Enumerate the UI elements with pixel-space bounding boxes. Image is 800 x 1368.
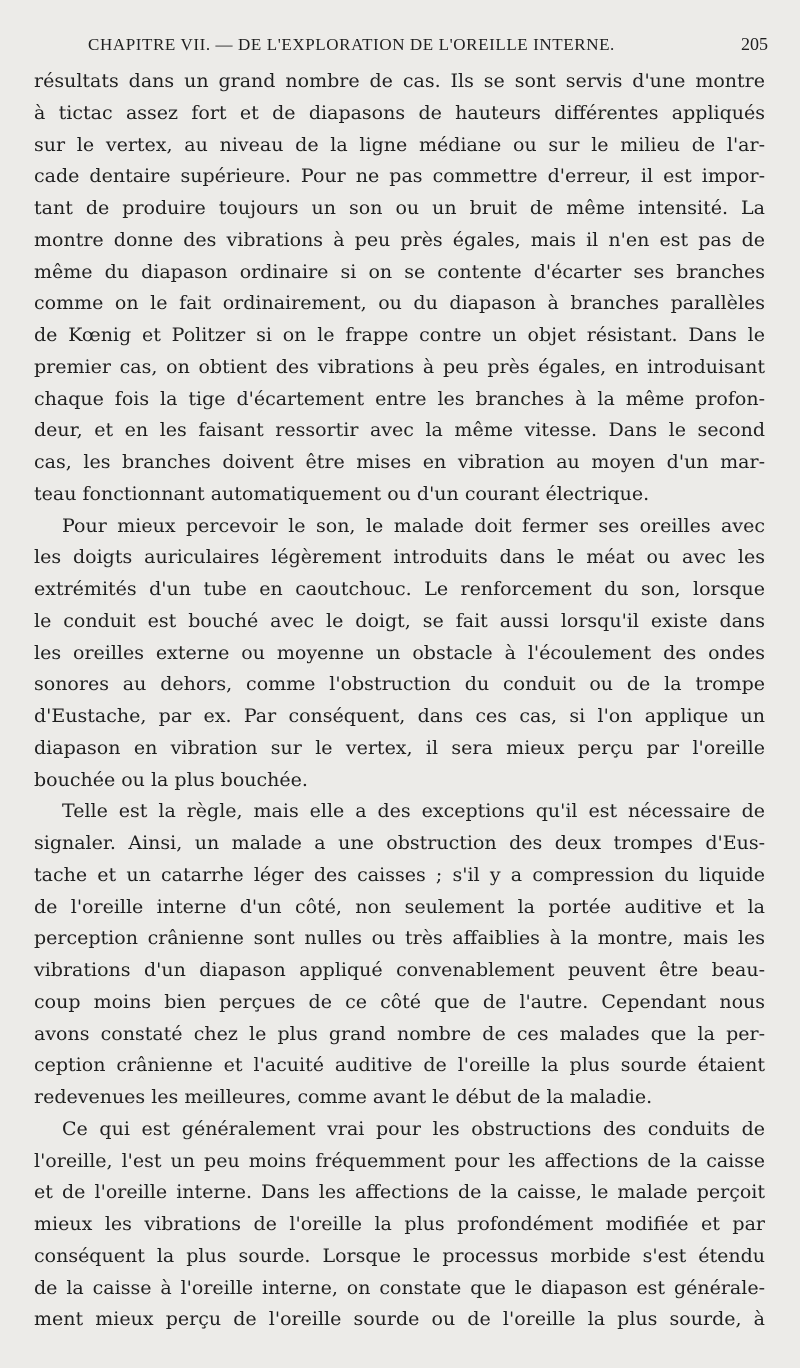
text-line: de l'oreille interne d'un côté, non seulement la portée auditive et la [34, 895, 765, 918]
text-line: comme on le fait ordinairement, ou du diapason à branches parallèles [34, 292, 765, 315]
text-line: signaler. Ainsi, un malade a une obstruction des deux trompes d'Eus- [34, 832, 765, 854]
text-line: Telle est la règle, mais elle a des exceptions qu'il est nécessaire de [62, 800, 765, 823]
text-line: conséquent la plus sourde. Lorsque le processus morbide s'est étendu [34, 1244, 765, 1267]
text-line: ment mieux perçu de l'oreille sourde ou de l'oreille la plus sourde, à [34, 1308, 765, 1331]
paragraph-4 [34, 1114, 765, 1336]
text-line: même du diapason ordinaire si on se contente d'écarter ses branches [34, 260, 765, 283]
text-line: sur le vertex, au niveau de la ligne médiane ou sur le milieu de l'ar- [34, 133, 765, 156]
text-line: de Kœnig et Politzer si on le frappe contre un objet résistant. Dans le [34, 324, 765, 346]
text-line: deur, et en les faisant ressortir avec la même vitesse. Dans le second [34, 419, 765, 442]
paragraph-1 [34, 66, 765, 511]
text-line: résultats dans un grand nombre de cas. Ils se sont servis d'une montre [34, 70, 765, 92]
text-line: bouchée ou la plus bouchée. [34, 768, 308, 791]
running-head [88, 28, 768, 60]
text-line: Ce qui est généralement vrai pour les obstructions des conduits de [62, 1117, 765, 1140]
paragraph-3 [34, 796, 765, 1114]
text-line: les oreilles externe ou moyenne un obstacle à l'écoulement des ondes [34, 641, 765, 664]
text-line: montre donne des vibrations à peu près égales, mais il n'en est pas de [34, 228, 765, 251]
page-number: 205 [741, 34, 768, 54]
text-line: avons constaté chez le plus grand nombre de ces malades que la per- [34, 1022, 765, 1045]
text-line: teau fonctionnant automatiquement ou d'un courant électrique. [34, 482, 650, 505]
text-line: tant de produire toujours un son ou un bruit de même intensité. La [34, 197, 765, 219]
text-line: de la caisse à l'oreille interne, on constate que le diapason est générale- [34, 1276, 765, 1299]
text-line: Pour mieux percevoir le son, le malade doit fermer ses oreilles avec [62, 514, 765, 537]
text-line: coup moins bien perçues de ce côté que de l'autre. Cependant nous [34, 990, 765, 1013]
text-line: cade dentaire supérieure. Pour ne pas commettre d'erreur, il est impor- [34, 165, 765, 188]
text-line: diapason en vibration sur le vertex, il sera mieux perçu par l'oreille [34, 736, 765, 759]
text-line: les doigts auriculaires légèrement introduits dans le méat ou avec les [34, 546, 765, 569]
paragraph-2 [34, 511, 765, 797]
text-line: perception crânienne sont nulles ou très affaiblies à la montre, mais les [34, 927, 765, 950]
chapter-title: CHAPITRE VII. — DE L'EXPLORATION DE L'OREILLE INTERNE. [88, 34, 615, 54]
text-line: ception crânienne et l'acuité auditive de l'oreille la plus sourde étaient [34, 1054, 765, 1077]
text-line: vibrations d'un diapason appliqué convenablement peuvent être beau- [34, 959, 765, 981]
text-line: chaque fois la tige d'écartement entre les branches à la même profon- [34, 387, 765, 410]
text-line: d'Eustache, par ex. Par conséquent, dans ces cas, si l'on applique un [34, 705, 765, 727]
text-line: cas, les branches doivent être mises en vibration au moyen d'un mar- [34, 451, 765, 473]
text-line: mieux les vibrations de l'oreille la plus profondément modifiée et par [34, 1213, 765, 1235]
text-line: extrémités d'un tube en caoutchouc. Le renforcement du son, lorsque [34, 578, 765, 600]
text-line: premier cas, on obtient des vibrations à peu près égales, en introduisant [34, 355, 765, 378]
body-text [34, 66, 765, 1336]
text-line: à tictac assez fort et de diapasons de hauteurs différentes appliqués [34, 101, 765, 124]
text-line: sonores au dehors, comme l'obstruction du conduit ou de la trompe [34, 673, 765, 696]
text-line: l'oreille, l'est un peu moins fréquemment pour les affections de la caisse [34, 1149, 765, 1172]
text-line: et de l'oreille interne. Dans les affections de la caisse, le malade perçoit [34, 1181, 765, 1204]
text-line: le conduit est bouché avec le doigt, se fait aussi lorsqu'il existe dans [34, 609, 765, 632]
text-line: redevenues les meilleures, comme avant le début de la maladie. [34, 1086, 653, 1108]
text-line: tache et un catarrhe léger des caisses ; s'il y a compression du liquide [34, 863, 765, 886]
